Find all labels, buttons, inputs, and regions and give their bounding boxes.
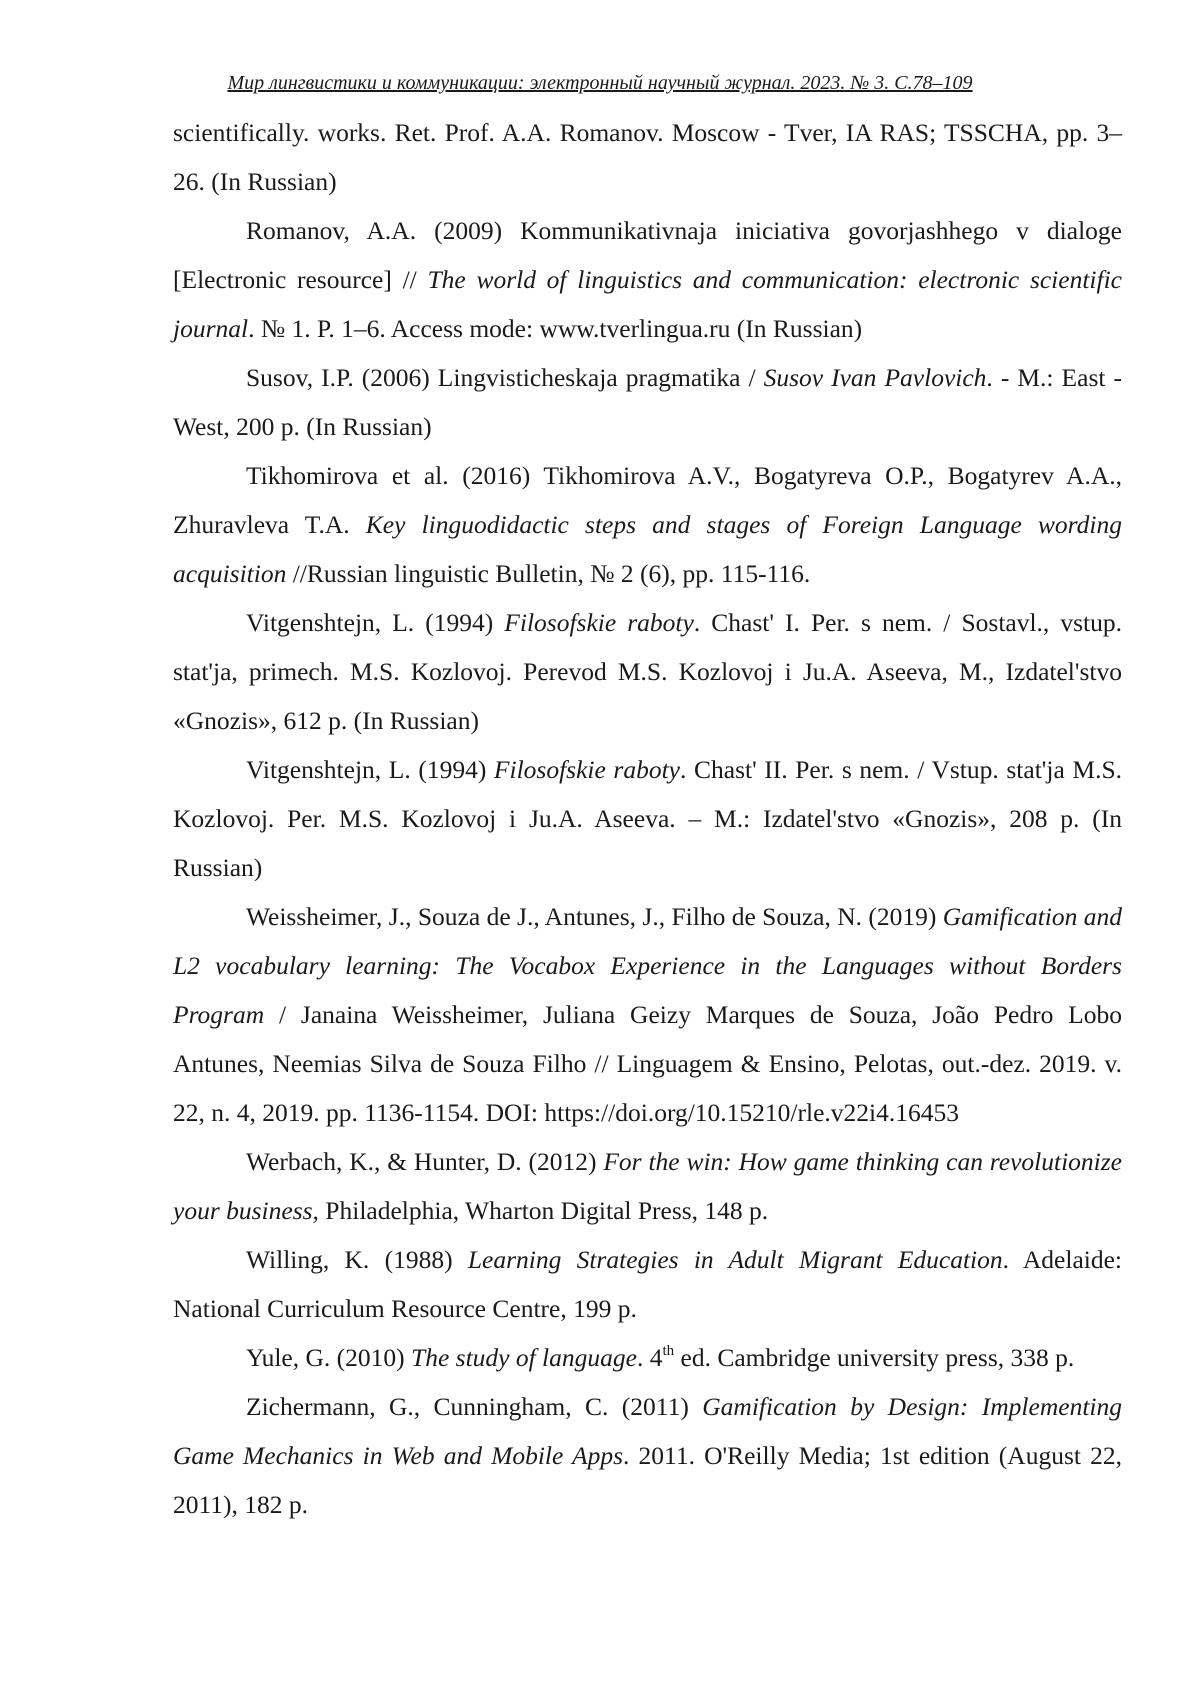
reference-text: Vitgenshtejn, L. (1994): [246, 755, 494, 784]
reference-text: Werbach, K., & Hunter, D. (2012): [246, 1147, 603, 1176]
reference-title: The study of language: [411, 1343, 637, 1372]
reference-text: Vitgenshtejn, L. (1994): [246, 608, 504, 637]
reference-entry: [173, 451, 1122, 598]
running-head: Мир лингвистики и коммуникации: электронный научный журнал. 2023. № 3. С.78–109: [0, 72, 1200, 95]
reference-title: Filosofskie raboty: [494, 755, 680, 784]
reference-text: Tikhomirova et al. (2016) Tikhomirova A.V., Bogatyreva O.P., Bogatyrev A.A., Zhuravleva T.A.: [173, 461, 1122, 539]
reference-list: [173, 108, 1122, 1529]
superscript-ordinal: th: [662, 1343, 674, 1359]
reference-text: scientifically. works. Ret. Prof. A.A. Romanov. Moscow - Tver, IA RAS; TSSCHA, pp. 3–26. (In Russian): [173, 118, 1122, 196]
reference-text: . - M.: East - West, 200 p. (In Russian): [173, 363, 1122, 441]
reference-text: Yule, G. (2010): [246, 1343, 411, 1372]
reference-entry: [173, 892, 1122, 1137]
reference-entry: [173, 1235, 1122, 1333]
reference-text: . Adelaide: National Curriculum Resource Centre, 199 p.: [173, 1245, 1122, 1323]
reference-text: Weissheimer, J., Souza de J., Antunes, J., Filho de Souza, N. (2019): [246, 902, 943, 931]
document-page: [0, 0, 1200, 1697]
reference-text: Willing, K. (1988): [246, 1245, 468, 1274]
reference-title: The world of linguistics and communication: electronic scientific journal: [173, 265, 1122, 343]
reference-text: //Russian linguistic Bulletin, № 2 (6), pp. 115-116.: [286, 559, 810, 588]
reference-entry: [173, 598, 1122, 745]
reference-text: / Janaina Weissheimer, Juliana Geizy Marques de Souza, João Pedro Lobo Antunes, Neemias Silva de Souza Filho // Linguagem & Ensino, Pelotas, out.-dez. 2019. v. 22, n. 4, 2019. pp. 1136-1154. DOI: https://doi.org/10.15210/rle.v22i4.16453: [173, 1000, 1122, 1127]
reference-entry: [173, 1382, 1122, 1529]
reference-text: . 2011. O'Reilly Media; 1st edition (August 22, 2011), 182 p.: [173, 1441, 1122, 1519]
reference-entry: [173, 1137, 1122, 1235]
reference-title: For the win: How game thinking can revolutionize your business,: [173, 1147, 1122, 1225]
reference-text: . № 1. P. 1–6. Access mode: www.tverlingua.ru (In Russian): [248, 314, 862, 343]
reference-title: Susov Ivan Pavlovich: [764, 363, 987, 392]
reference-text: . Chast' II. Per. s nem. / Vstup. stat'ja M.S. Kozlovoj. Per. M.S. Kozlovoj i Ju.A. Aseeva. – M.: Izdatel'stvo «Gnozis», 208 p. (In Russian): [173, 755, 1122, 882]
reference-title: Gamification and L2 vocabulary learning: The Vocabox Experience in the Languages without Borders Program: [173, 902, 1122, 1029]
reference-text: . Chast' I. Per. s nem. / Sostavl., vstup. stat'ja, primech. M.S. Kozlovoj. Perevod M.S. Kozlovoj i Ju.A. Aseeva, M., Izdatel'stvo «Gnozis», 612 p. (In Russian): [173, 608, 1122, 735]
reference-entry: [173, 108, 1122, 206]
reference-text: Philadelphia, Wharton Digital Press, 148 p.: [319, 1196, 768, 1225]
reference-title: Gamification by Design: Implementing Game Mechanics in Web and Mobile Apps: [173, 1392, 1122, 1470]
reference-text: Zichermann, G., Cunningham, C. (2011): [246, 1392, 702, 1421]
reference-entry: [173, 353, 1122, 451]
reference-text: Susov, I.P. (2006) Lingvisticheskaja pragmatika /: [246, 363, 764, 392]
reference-entry: [173, 745, 1122, 892]
reference-entry: [173, 1333, 1122, 1382]
reference-text: Romanov, A.A. (2009) Kommunikativnaja iniciativa govorjashhego v dialoge [Electronic resource] //: [173, 216, 1122, 294]
reference-title: Filosofskie raboty: [504, 608, 694, 637]
reference-title: Key linguodidactic steps and stages of Foreign Language wording acquisition: [173, 510, 1122, 588]
reference-entry: [173, 206, 1122, 353]
reference-title: Learning Strategies in Adult Migrant Education: [468, 1245, 1003, 1274]
reference-text: . 4: [637, 1343, 663, 1372]
reference-text: ed. Cambridge university press, 338 p.: [674, 1343, 1074, 1372]
